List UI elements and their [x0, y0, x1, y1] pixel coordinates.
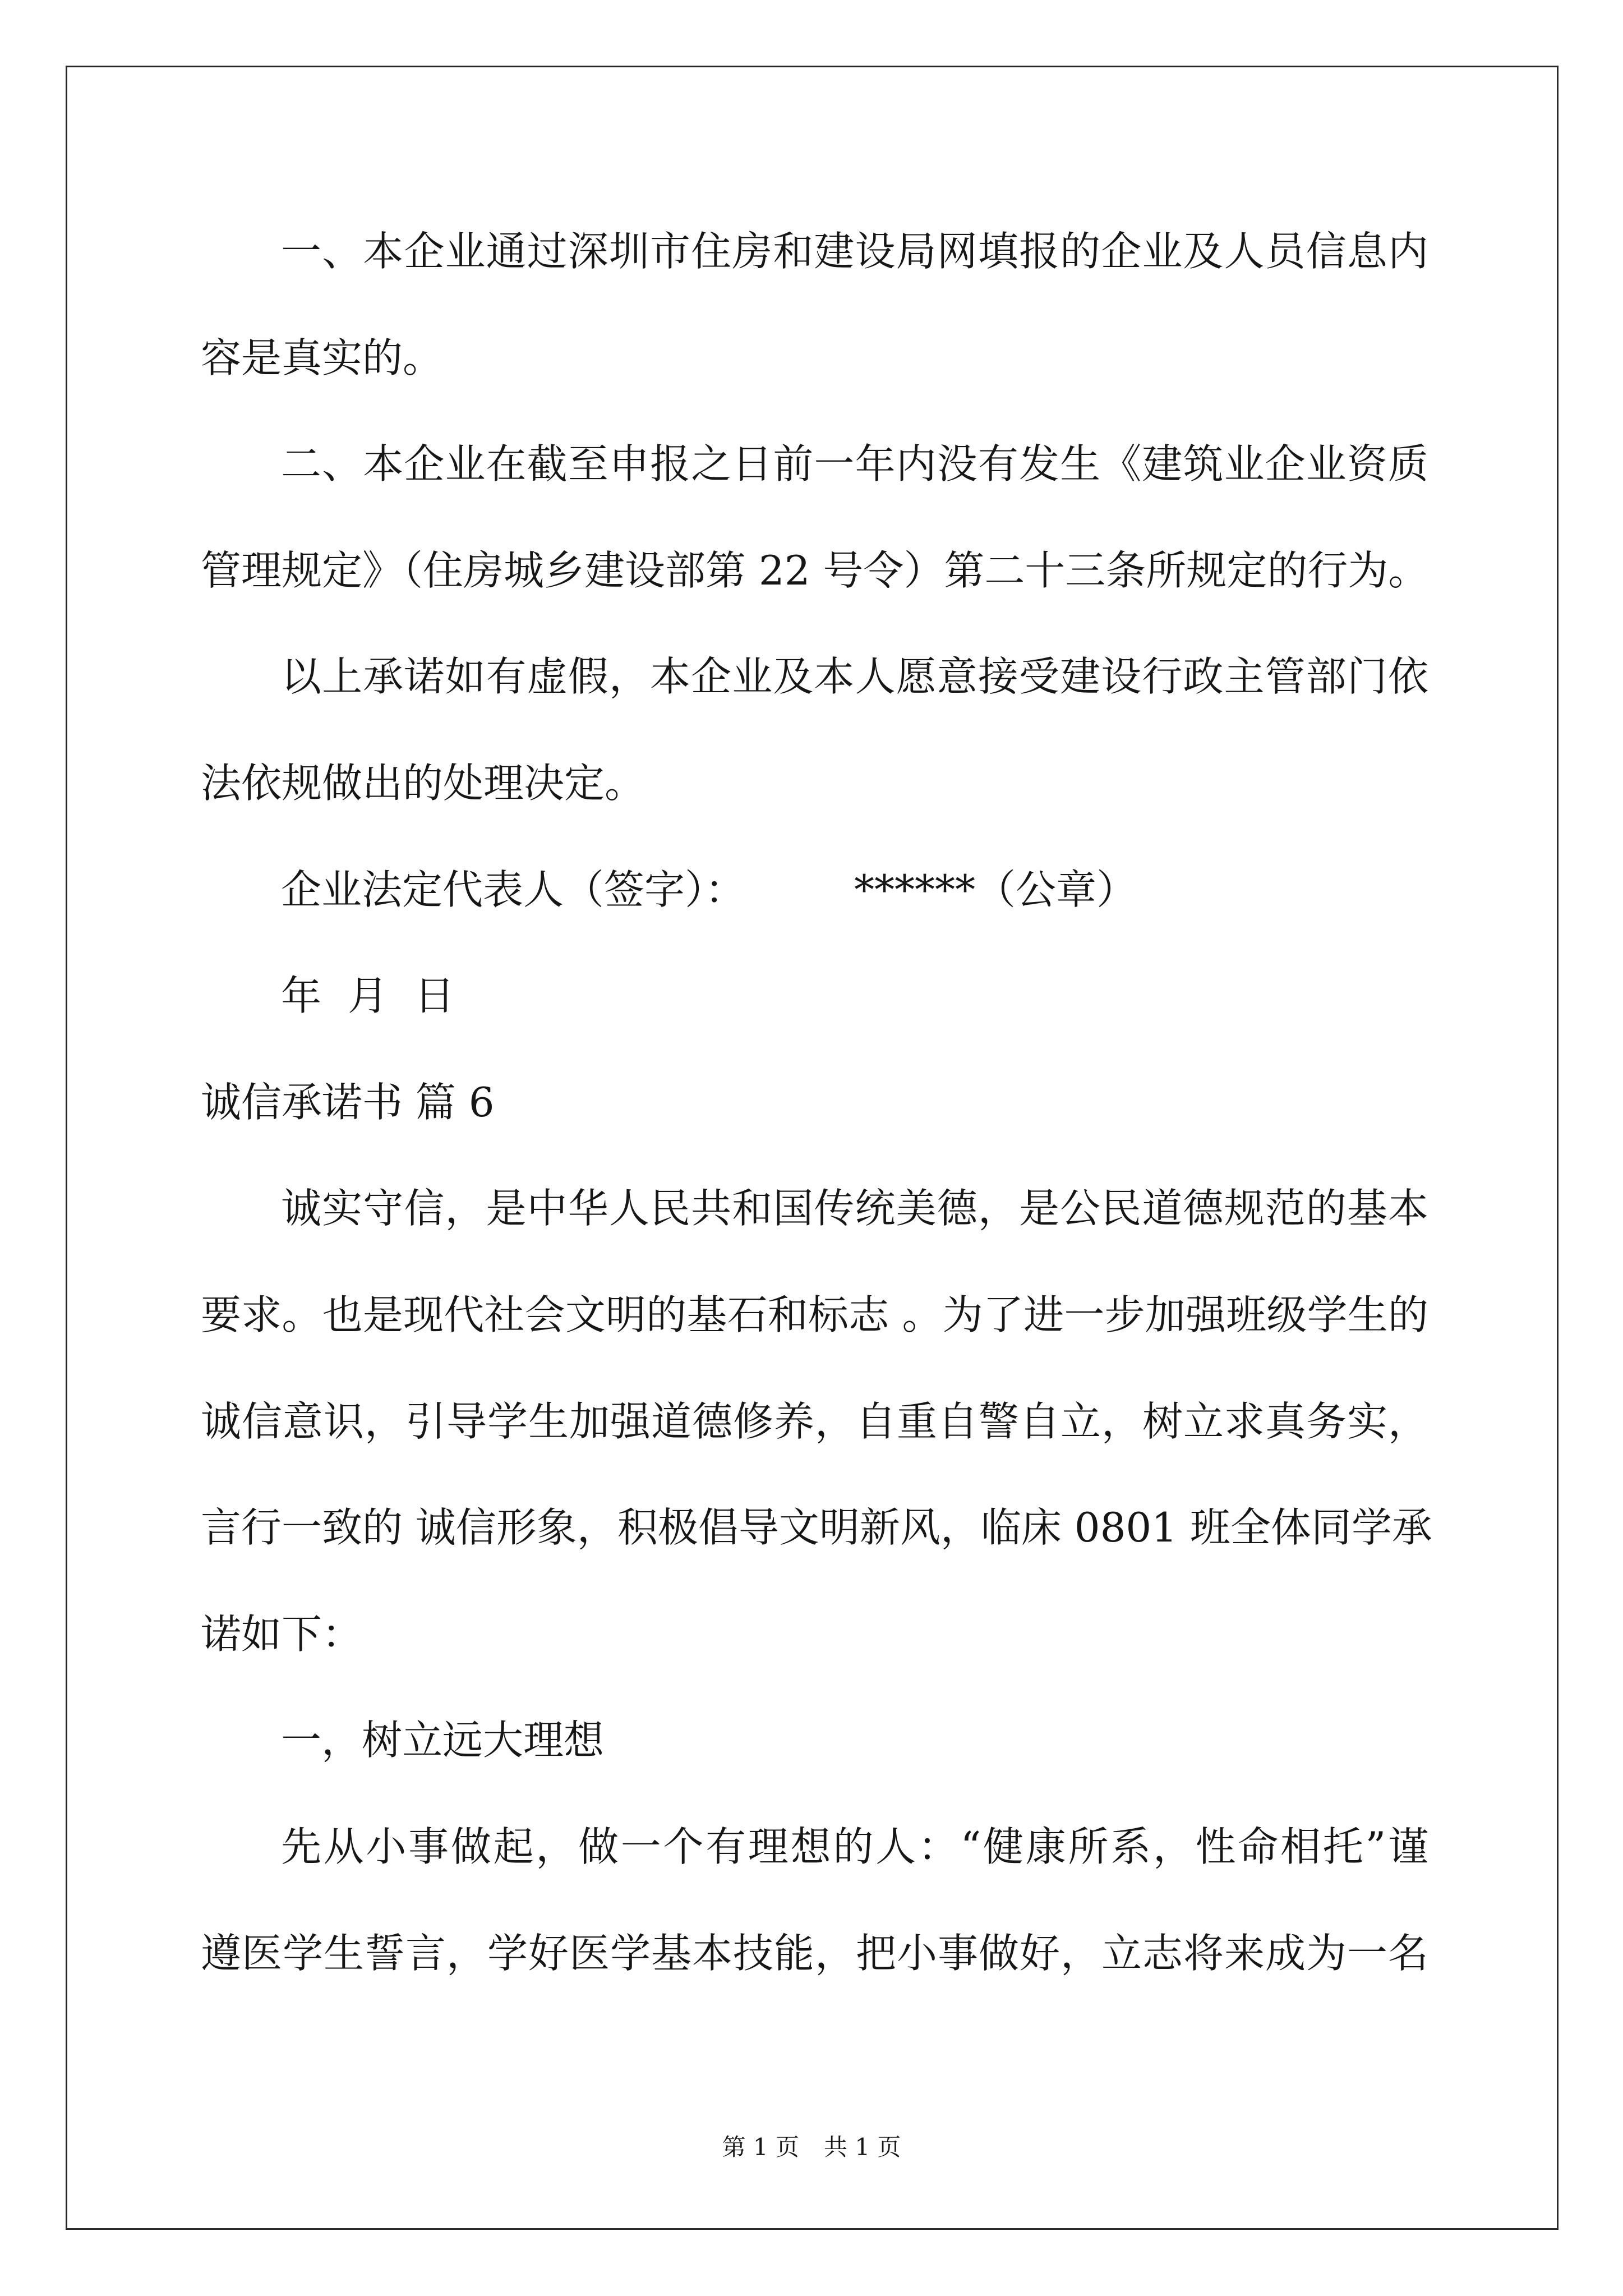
text-line: 二、本企业在截至申报之日前一年内没有发生《建筑业企业资质 [281, 440, 1428, 488]
text-line: 诚信意识，引导学生加强道德修养，自重自警自立，树立求真务实， [201, 1397, 1428, 1445]
text-line: 一、本企业通过深圳市住房和建设局网填报的企业及人员信息内 [281, 228, 1428, 275]
text-line: 先从小事做起，做一个有理想的人：“健康所系，性命相托”谨 [281, 1823, 1428, 1870]
text-line: 言行一致的 诚信形象，积极倡导文明新风，临床 0801 班全体同学承 [201, 1504, 1432, 1552]
text-line: 诚实守信，是中华人民共和国传统美德，是公民道德规范的基本 [281, 1185, 1428, 1232]
text-line: 要求。也是现代社会文明的基石和标志 。为了进一步加强班级学生的 [201, 1291, 1428, 1338]
section-paragraph-2 [201, 1687, 1428, 1794]
text-line: 一，树立远大理想 [281, 1717, 605, 1764]
text-line: 遵医学生誓言，学好医学基本技能，把小事做好，立志将来成为一名 [201, 1929, 1428, 1977]
page-footer [0, 2132, 1623, 2163]
page-number: 第 1 页 [722, 2133, 799, 2161]
pledge-item-2 [201, 411, 1428, 624]
signature-line [201, 837, 1428, 944]
pledge-item-1 [201, 199, 1428, 411]
section-paragraph-3 [201, 1794, 1428, 2007]
text-line: 容是真实的。 [201, 334, 444, 381]
signature-label: 企业法定代表人（签字）： [281, 866, 746, 913]
text-line: 管理规定》（住房城乡建设部第 22 号令）第二十三条所规定的行为。 [201, 546, 1429, 594]
pledge-item-3 [201, 624, 1428, 836]
page-total: 共 1 页 [824, 2133, 901, 2161]
seal-placeholder: ******（公章） [854, 866, 1137, 913]
text-line: 以上承诺如有虚假，本企业及本人愿意接受建设行政主管部门依 [281, 653, 1428, 701]
section-heading: 诚信承诺书 篇 6 [201, 1078, 495, 1126]
text-line: 诺如下： [201, 1610, 363, 1658]
section-paragraph-1 [201, 1156, 1432, 1687]
document-body [201, 199, 1432, 2007]
date-line: 年 月 日 [281, 972, 455, 1020]
text-line: 法依规做出的处理决定。 [201, 759, 645, 807]
